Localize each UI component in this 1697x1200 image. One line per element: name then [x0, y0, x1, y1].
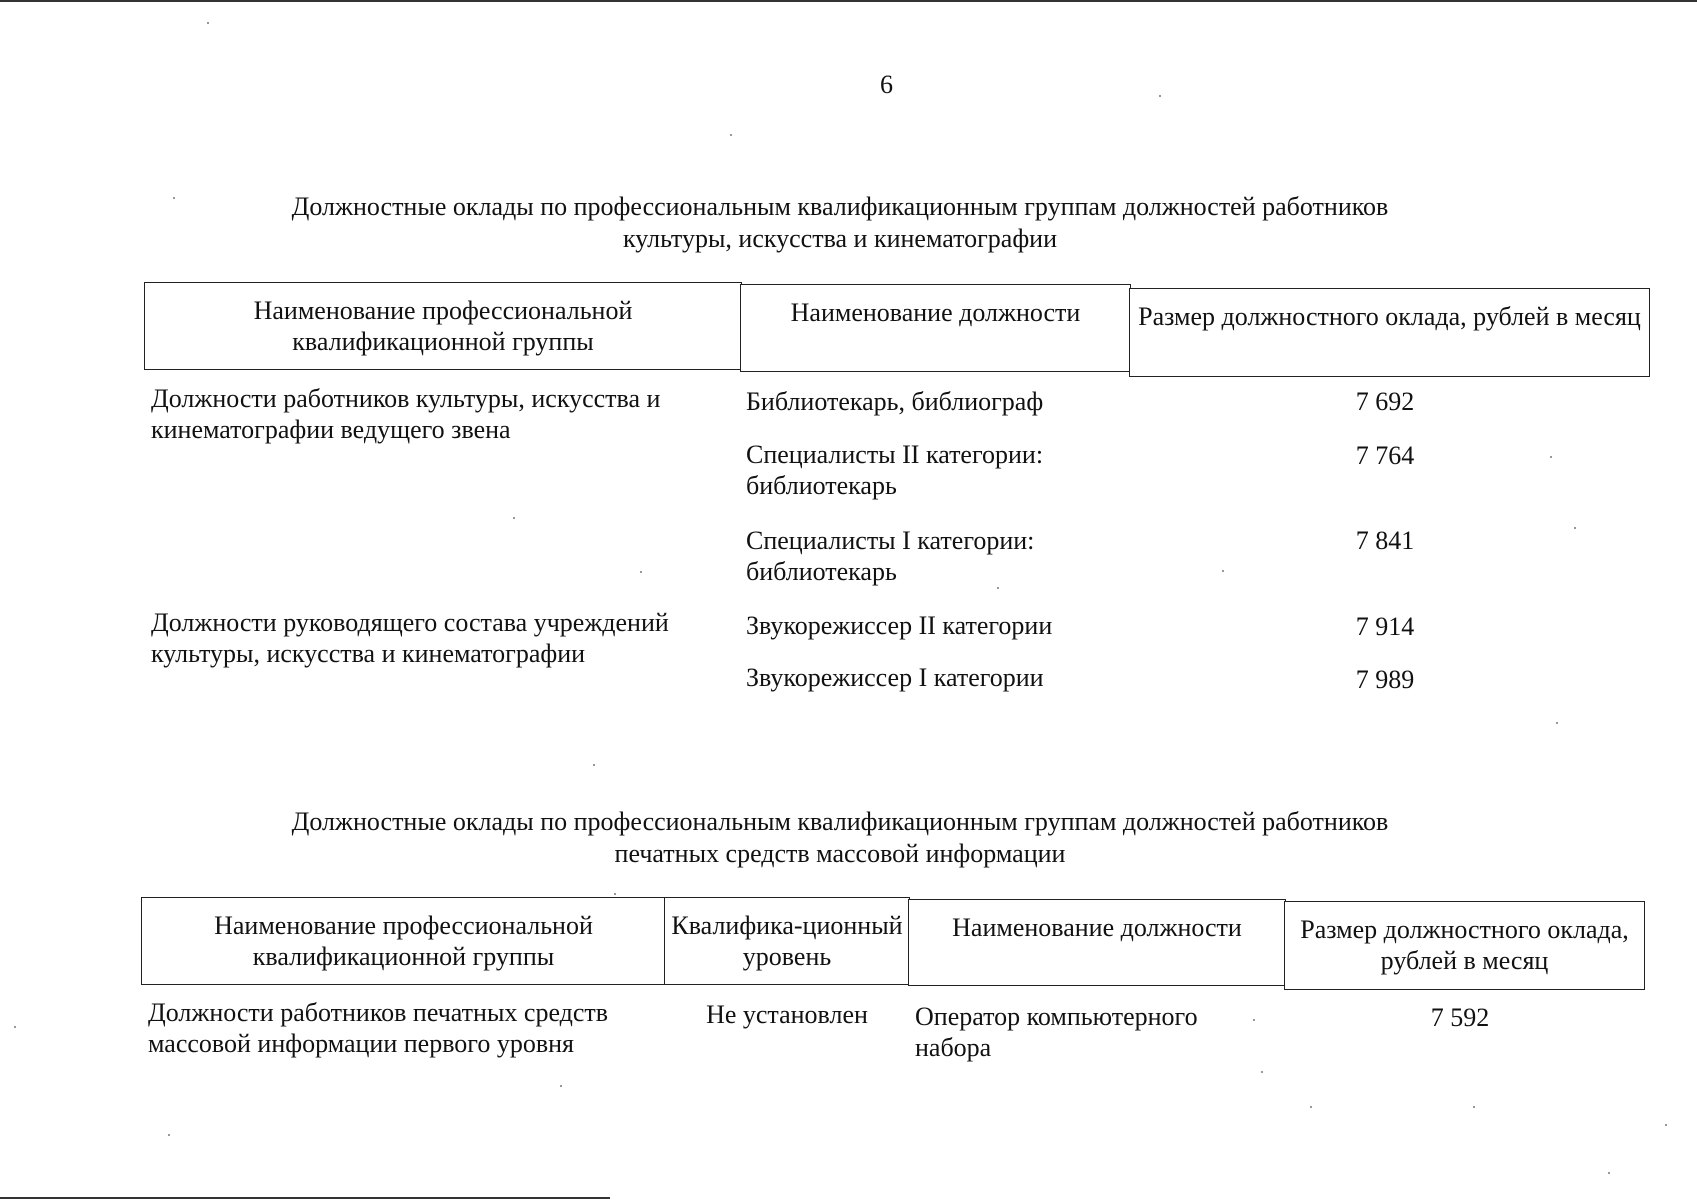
table1-header-group: Наименование профессиональной квалификационной группы	[144, 282, 742, 370]
scan-speck	[593, 764, 595, 766]
scan-speck	[640, 571, 642, 573]
scan-speck	[1159, 95, 1161, 97]
table1-position-title: Библиотекарь, библиограф	[746, 387, 1044, 416]
scan-speck	[614, 893, 616, 895]
scan-speck	[1556, 722, 1558, 724]
table2-salary-value: 7 592	[1430, 1003, 1490, 1032]
scan-speck	[997, 587, 999, 589]
table1-title	[180, 191, 1500, 255]
table2-level-value: Не установлен	[706, 1000, 868, 1029]
scan-speck	[1473, 1106, 1475, 1108]
table1-salary-value: 7 692	[1355, 387, 1415, 416]
table1-position-title: Звукорежиссер I категории	[746, 663, 1044, 692]
table1-salary-value: 7 764	[1355, 441, 1415, 470]
table2-title	[180, 806, 1500, 870]
scan-speck	[730, 134, 732, 136]
table1-salary-value: 7 914	[1355, 612, 1415, 641]
table1-title-line1: Должностные оклады по профессиональным квалификационным группам должностей работников	[291, 192, 1389, 221]
scan-speck	[173, 197, 175, 199]
table1-title-line2: культуры, искусства и кинематографии	[622, 224, 1058, 253]
table2-header-position: Наименование должности	[908, 899, 1286, 986]
scan-speck	[1574, 527, 1576, 529]
table1-salary-value: 7 989	[1355, 665, 1415, 694]
table1-header-position: Наименование должности	[740, 284, 1131, 372]
table2-title-line1: Должностные оклады по профессиональным квалификационным группам должностей работников	[291, 807, 1389, 836]
scan-speck	[14, 1026, 16, 1028]
table1-header-salary: Размер должностного оклада, рублей в месяц	[1129, 288, 1650, 377]
scan-speck	[168, 1134, 170, 1136]
scan-edge-bottom	[0, 1197, 610, 1199]
table1-group-name: Должности руководящего состава учреждений культуры, искусства и кинематографии	[151, 608, 669, 668]
table2-header-group: Наименование профессиональной квалификационной группы	[141, 897, 666, 985]
scan-speck	[1261, 1071, 1263, 1073]
table2-group-name: Должности работников печатных средств массовой информации первого уровня	[148, 998, 609, 1058]
scan-speck	[513, 517, 515, 519]
scan-speck	[1550, 456, 1552, 458]
scan-speck	[1665, 1124, 1667, 1126]
table1-salary-value: 7 841	[1355, 526, 1415, 555]
scan-edge-top	[0, 0, 1697, 2]
scan-speck	[1608, 1172, 1610, 1174]
table2-position-title: Оператор компьютерного набора	[915, 1002, 1198, 1062]
scan-speck	[207, 22, 209, 24]
table2-header-salary: Размер должностного оклада, рублей в месяц	[1284, 901, 1645, 990]
table2-header-level: Квалифика-ционный уровень	[664, 897, 910, 985]
scan-speck	[1222, 570, 1224, 572]
table2-title-line2: печатных средств массовой информации	[614, 839, 1066, 868]
table1-position-title: Специалисты I категории: библиотекарь	[746, 526, 1035, 586]
scan-speck	[1253, 1019, 1255, 1021]
page-number: 6	[880, 70, 893, 99]
scan-speck	[1310, 1106, 1312, 1108]
table1-position-title: Специалисты II категории: библиотекарь	[746, 440, 1044, 500]
table1-group-name: Должности работников культуры, искусства и кинематографии ведущего звена	[151, 384, 661, 444]
scan-speck	[560, 1085, 562, 1087]
table1-position-title: Звукорежиссер II категории	[746, 611, 1053, 640]
